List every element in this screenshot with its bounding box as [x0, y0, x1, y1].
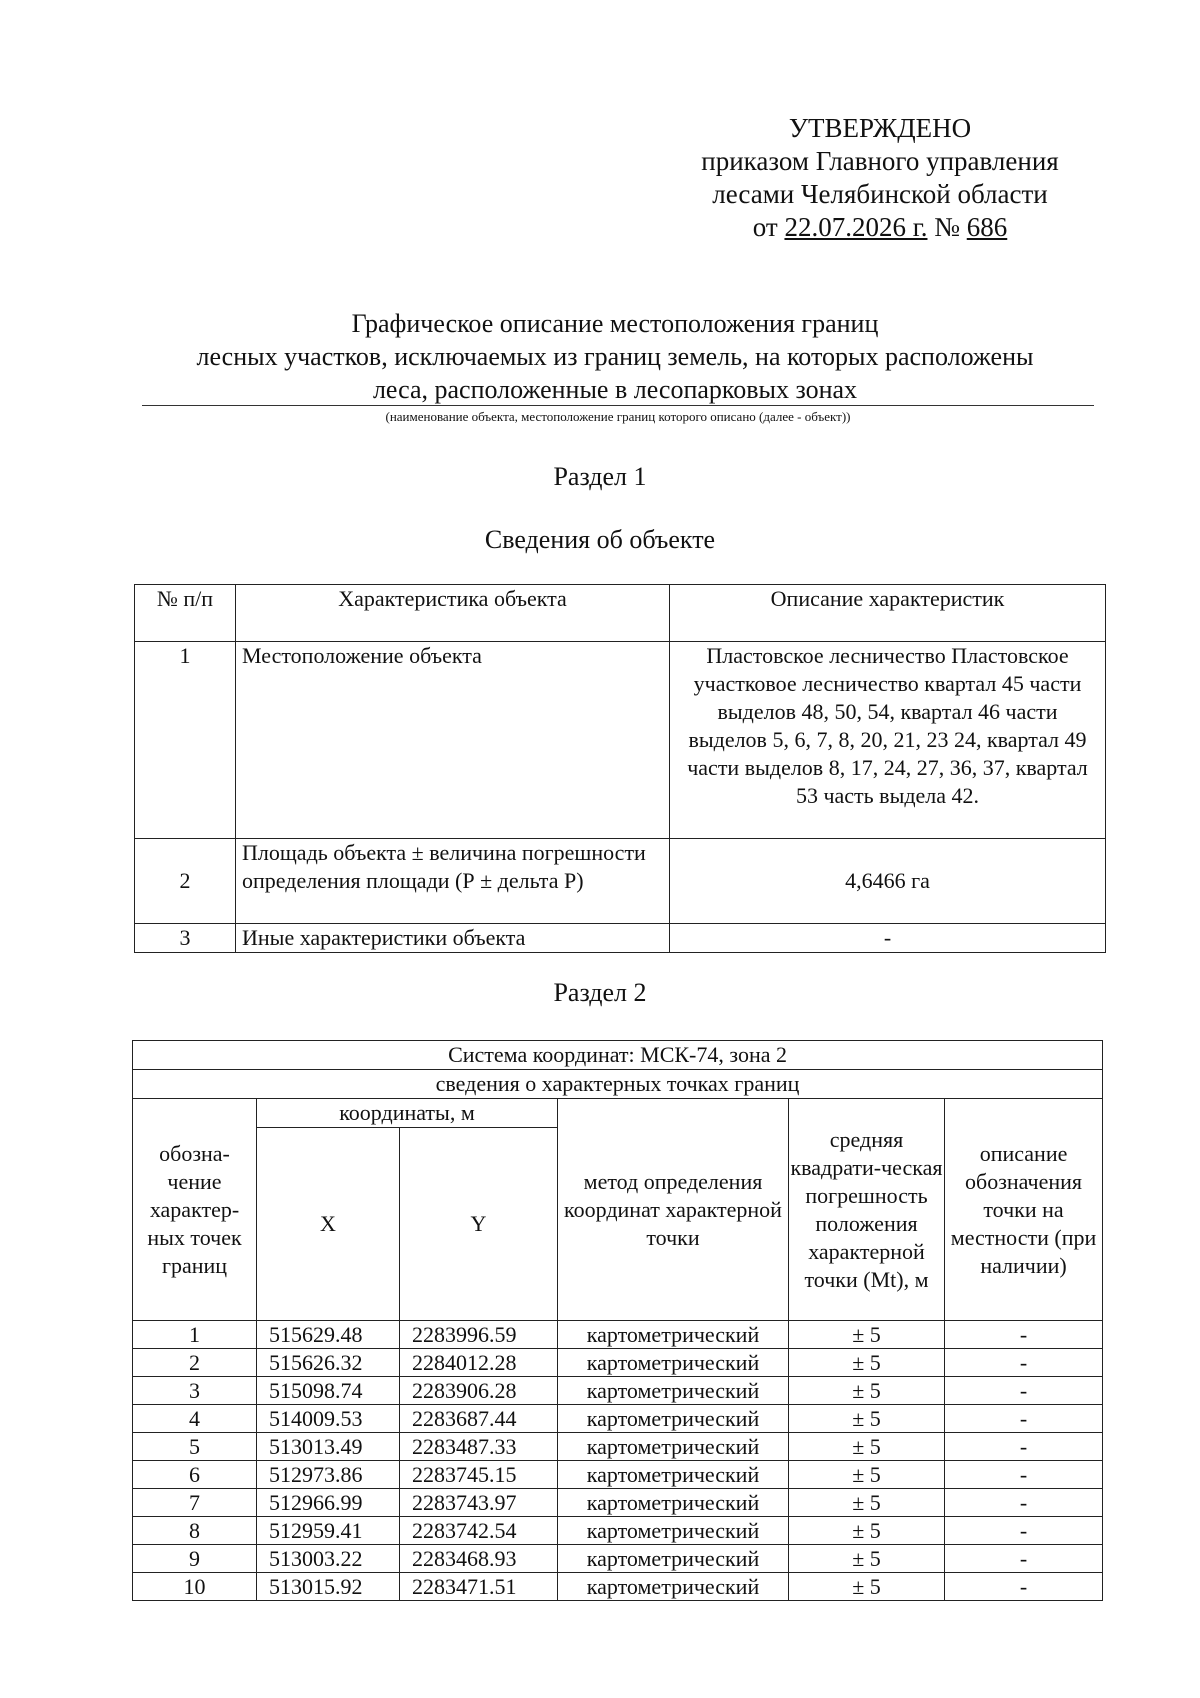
title-line-2: лесных участков, исключаемых из границ земель, на которых расположены	[196, 342, 1034, 371]
point-y: 2284012.28	[400, 1349, 558, 1377]
point-desc: -	[945, 1405, 1103, 1433]
section-1-heading: Раздел 1	[553, 462, 647, 491]
approval-date: 22.07.2026 г.	[784, 212, 928, 242]
point-error: ± 5	[789, 1433, 945, 1461]
header-characteristic: Характеристика объекта	[236, 585, 670, 642]
table-row	[133, 1489, 1103, 1517]
point-desc: -	[945, 1461, 1103, 1489]
point-method: картометрический	[558, 1433, 789, 1461]
point-x: 513013.49	[257, 1433, 400, 1461]
point-y: 2283906.28	[400, 1377, 558, 1405]
point-desc: -	[945, 1545, 1103, 1573]
boundary-points-table	[132, 1040, 1103, 1601]
points-body	[133, 1321, 1103, 1601]
point-x: 513003.22	[257, 1545, 400, 1573]
point-number: 8	[133, 1517, 257, 1545]
point-method: картометрический	[558, 1489, 789, 1517]
title-underline	[142, 405, 1094, 406]
table-row	[135, 924, 1106, 953]
approval-line-authority: лесами Челябинской области	[712, 179, 1048, 209]
point-y: 2283487.33	[400, 1433, 558, 1461]
approval-date-line	[600, 211, 1160, 244]
point-x: 515629.48	[257, 1321, 400, 1349]
point-method: картометрический	[558, 1461, 789, 1489]
header-desc: описание обозначения точки на местности (при наличии)	[945, 1099, 1103, 1321]
point-number: 2	[133, 1349, 257, 1377]
point-x: 513015.92	[257, 1573, 400, 1601]
table-row	[133, 1321, 1103, 1349]
row-value: 4,6466 га	[670, 839, 1106, 924]
approval-block	[600, 112, 1160, 244]
point-number: 6	[133, 1461, 257, 1489]
point-error: ± 5	[789, 1517, 945, 1545]
point-error: ± 5	[789, 1545, 945, 1573]
point-x: 512966.99	[257, 1489, 400, 1517]
point-error: ± 5	[789, 1489, 945, 1517]
row-num: 1	[135, 642, 236, 839]
header-x: X	[257, 1128, 400, 1321]
table-row	[135, 642, 1106, 839]
point-x: 515626.32	[257, 1349, 400, 1377]
title-caption: (наименование объекта, местоположение границ которого описано (далее - объект))	[385, 409, 851, 424]
row-name: Местоположение объекта	[236, 642, 670, 839]
object-info-table	[134, 584, 1106, 953]
header-num: № п/п	[135, 585, 236, 642]
row-value: -	[670, 924, 1106, 953]
point-method: картометрический	[558, 1573, 789, 1601]
coordinate-system-row	[133, 1041, 1103, 1070]
point-desc: -	[945, 1321, 1103, 1349]
point-x: 512959.41	[257, 1517, 400, 1545]
points-header-row	[133, 1099, 1103, 1128]
section-1-subheading: Сведения об объекте	[484, 525, 716, 554]
point-desc: -	[945, 1489, 1103, 1517]
approval-line-order: приказом Главного управления	[701, 146, 1059, 176]
point-method: картометрический	[558, 1545, 789, 1573]
point-y: 2283743.97	[400, 1489, 558, 1517]
point-y: 2283742.54	[400, 1517, 558, 1545]
approval-title: УТВЕРЖДЕНО	[788, 113, 972, 143]
point-error: ± 5	[789, 1377, 945, 1405]
section-2-heading: Раздел 2	[553, 978, 647, 1007]
point-error: ± 5	[789, 1321, 945, 1349]
point-method: картометрический	[558, 1321, 789, 1349]
title-line-1: Графическое описание местоположения границ	[351, 309, 879, 338]
header-method: метод определения координат характерной точки	[558, 1099, 789, 1321]
approval-number-sign: №	[934, 212, 960, 242]
point-number: 9	[133, 1545, 257, 1573]
table-row	[133, 1433, 1103, 1461]
header-coords: координаты, м	[257, 1099, 558, 1128]
point-y: 2283687.44	[400, 1405, 558, 1433]
point-error: ± 5	[789, 1461, 945, 1489]
object-info-header-row	[135, 585, 1106, 642]
point-number: 10	[133, 1573, 257, 1601]
points-subtitle-row	[133, 1070, 1103, 1099]
point-error: ± 5	[789, 1573, 945, 1601]
point-number: 7	[133, 1489, 257, 1517]
point-method: картометрический	[558, 1405, 789, 1433]
point-x: 512973.86	[257, 1461, 400, 1489]
table-row	[133, 1461, 1103, 1489]
point-desc: -	[945, 1433, 1103, 1461]
point-error: ± 5	[789, 1405, 945, 1433]
point-method: картометрический	[558, 1377, 789, 1405]
table-row	[133, 1405, 1103, 1433]
table-row	[133, 1377, 1103, 1405]
header-error: средняя квадрати-ческая погрешность положения характерной точки (Mt), м	[789, 1099, 945, 1321]
coordinate-system: Система координат: МСК-74, зона 2	[133, 1041, 1103, 1070]
point-error: ± 5	[789, 1349, 945, 1377]
approval-prefix: от	[752, 212, 778, 242]
point-x: 514009.53	[257, 1405, 400, 1433]
title-line-3: леса, расположенные в лесопарковых зонах	[372, 375, 858, 404]
header-description: Описание характеристик	[670, 585, 1106, 642]
points-subtitle: сведения о характерных точках границ	[133, 1070, 1103, 1099]
point-y: 2283996.59	[400, 1321, 558, 1349]
point-x: 515098.74	[257, 1377, 400, 1405]
row-num: 3	[135, 924, 236, 953]
table-row	[133, 1545, 1103, 1573]
table-row	[133, 1573, 1103, 1601]
point-number: 5	[133, 1433, 257, 1461]
row-name: Площадь объекта ± величина погрешности определения площади (Р ± дельта Р)	[236, 839, 670, 924]
approval-number: 686	[966, 212, 1008, 242]
point-method: картометрический	[558, 1517, 789, 1545]
header-point: обозна-чение характер-ных точек границ	[133, 1099, 257, 1321]
document-title	[135, 307, 1095, 406]
point-desc: -	[945, 1377, 1103, 1405]
table-row	[135, 839, 1106, 924]
point-number: 3	[133, 1377, 257, 1405]
table-row	[133, 1517, 1103, 1545]
row-name: Иные характеристики объекта	[236, 924, 670, 953]
header-y: Y	[400, 1128, 558, 1321]
point-y: 2283471.51	[400, 1573, 558, 1601]
row-num: 2	[135, 839, 236, 924]
point-number: 1	[133, 1321, 257, 1349]
point-desc: -	[945, 1349, 1103, 1377]
point-desc: -	[945, 1573, 1103, 1601]
table-row	[133, 1349, 1103, 1377]
point-y: 2283468.93	[400, 1545, 558, 1573]
point-number: 4	[133, 1405, 257, 1433]
point-desc: -	[945, 1517, 1103, 1545]
row-value: Пластовское лесничество Пластовское участковое лесничество квартал 45 части выделов 48, 50, 54, квартал 46 части выделов 5, 6, 7, 8, 20, 21, 23 24, квартал 49 части выделов 8, 17, 24, 27, 36, 37, квартал 53 часть выдела 42.	[670, 642, 1106, 839]
point-y: 2283745.15	[400, 1461, 558, 1489]
point-method: картометрический	[558, 1349, 789, 1377]
